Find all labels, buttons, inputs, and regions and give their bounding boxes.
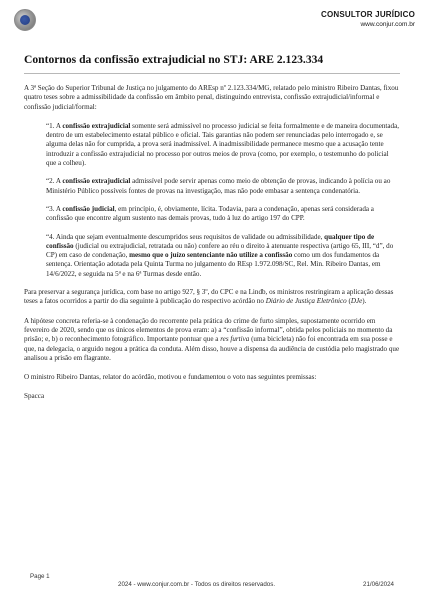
thesis-2: “2. A confissão extrajudicial admissível pode servir apenas como meio de obtenção de provas, indicando à polícia ou ao Ministério Público possíveis fontes de provas na investigação, mas não pode embasar a sentença condenatória.: [46, 177, 391, 195]
article-title: Contornos da confissão extrajudicial no STJ: ARE 2.123.334: [24, 53, 324, 66]
paragraph-case: A hipótese concreta referia-se à condenação do recorrente pela prática do crime de furto simples, supostamente ocorrido em fevereiro de 2020, sendo que os únicos elementos de prova eram: a) a “confissão informal”, obtida pelos policiais no momento da prisão; e, b) o reconhecimento fotográfico. Importante pontuar que a res furtiva (uma bicicleta) não foi encontrada em sua posse e que, na delegacia, o arguido negou a prática da conduta. Além disso, houve a dispensa da audiência de custódia pelo magistrado que analisou a prisão em flagrante.: [24, 316, 400, 362]
thesis-1: “1. A confissão extrajudicial somente será admissível no processo judicial se feita formalmente e de maneira documentada, dentro de um estabelecimento estatal público e oficial. Tais garantias não podem ser renunciadas pelo interrogado e, se alguma delas não for cumprida, a prova será inadmissível. A inadmissibilidade permanece mesmo que a acusação tente introduzir a confissão extrajudicial no processo por outros meios de prova (como, por exemplo, o testemunho do policial que a colheu).: [46, 121, 400, 168]
copyright-text: 2024 - www.conjur.com.br - Todos os direitos reservados.: [118, 581, 276, 588]
brand-url[interactable]: www.conjur.com.br: [360, 21, 415, 28]
print-date: 21/06/2024: [363, 581, 394, 588]
theses-quote: [24, 122, 400, 279]
brand-block: [321, 10, 415, 28]
author-signature: Spacca: [24, 392, 45, 401]
conjur-logo-icon: [14, 9, 36, 31]
intro-paragraph: A 3ª Seção do Superior Tribunal de Justiça no julgamento do AREsp nº 2.123.334/MG, relatado pelo ministro Ribeiro Dantas, fixou quatro teses sobre a admissibilidade da confissão em âmbito penal, distinguindo entrevista, confissão extrajudicial/informal e confissão judicial/formal:: [24, 84, 399, 111]
thesis-3: “3. A confissão judicial, em princípio, é, obviamente, lícita. Todavia, para a condenação, apenas será considerada a confissão que encontre algum sustento nas demais provas, tudo à luz do artigo 197 do CPP.: [46, 204, 374, 223]
page-number: Page 1: [30, 573, 50, 580]
page-header: [0, 0, 424, 40]
thesis-4: “4. Ainda que sejam eventualmente descumpridos seus requisitos de validade ou admissibilidade, qualquer tipo de confissão (judicial ou extrajudicial, retratada ou não) confere ao réu o direito à atenuante respectiva (artigo 65, III, “d”, do CP) em caso de condenação, mesmo que o juízo sentenciante não utilize a confissão como um dos fundamentos da sentença. Orientação adotada pela Quinta Turma no julgamento do REsp 1.972.098/SC, Rel. Min. Ribeiro Dantas, em 14/6/2022, e seguida na 5ª e na 6ª Turmas desde então.: [46, 232, 394, 278]
paragraph-premises: O ministro Ribeiro Dantas, relator do acórdão, motivou e fundamentou o voto nas seguintes premissas:: [24, 373, 317, 382]
brand-name: CONSULTOR JURÍDICO: [321, 10, 415, 19]
title-divider: [24, 73, 400, 74]
paragraph-security: Para preservar a segurança jurídica, com base no artigo 927, § 3º, do CPC e na Lindb, os ministros restringiram a aplicação dessas teses a fatos ocorridos a partir do dia seguinte à publicação do respectivo acórdão no Diário de Justiça Eletrônico (DJe).: [24, 288, 394, 306]
article-body: [24, 84, 400, 412]
